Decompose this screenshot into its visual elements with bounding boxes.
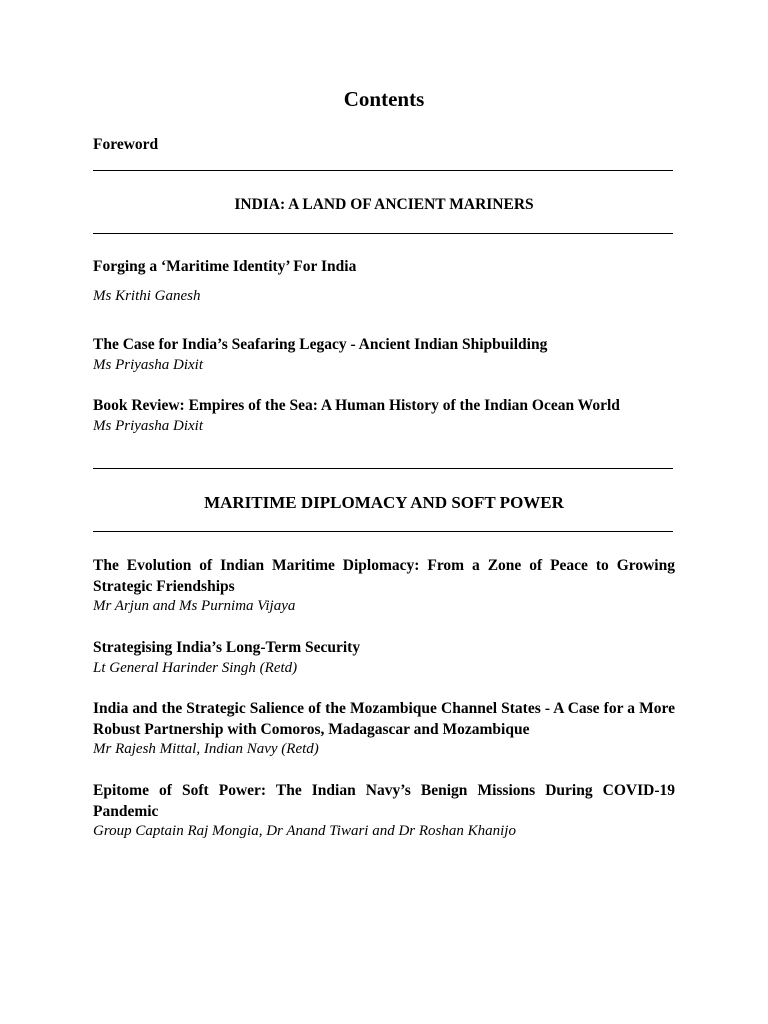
toc-entry[interactable] xyxy=(93,699,675,759)
entry-author: Ms Priyasha Dixit xyxy=(93,417,203,434)
entry-author: Mr Rajesh Mittal, Indian Navy (Retd) xyxy=(93,741,319,757)
entry-author: Group Captain Raj Mongia, Dr Anand Tiwari and Dr Roshan Khanijo xyxy=(93,823,516,839)
entry-title[interactable]: The Evolution of Indian Maritime Diplomacy: From a Zone of Peace to Growing Strategic Friendships xyxy=(93,557,675,595)
divider-rule xyxy=(93,468,673,469)
toc-entry[interactable] xyxy=(93,781,675,841)
entry-author: Ms Krithi Ganesh xyxy=(93,287,201,304)
toc-entry[interactable] xyxy=(93,556,675,616)
section-heading-ancient-mariners: INDIA: A LAND OF ANCIENT MARINERS xyxy=(234,196,534,213)
entry-author: Ms Priyasha Dixit xyxy=(93,356,203,373)
entry-title[interactable]: Forging a ‘Maritime Identity’ For India xyxy=(93,258,357,275)
section-heading-maritime-diplomacy: MARITIME DIPLOMACY AND SOFT POWER xyxy=(204,493,564,512)
page-title: Contents xyxy=(343,87,425,111)
entry-title[interactable]: Epitome of Soft Power: The Indian Navy’s Benign Missions During COVID-19 Pandemic xyxy=(93,782,675,820)
toc-entry[interactable] xyxy=(93,638,675,678)
divider-rule xyxy=(93,233,673,234)
entry-title[interactable]: The Case for India’s Seafaring Legacy - Ancient Indian Shipbuilding xyxy=(93,336,548,353)
toc-entry[interactable] xyxy=(93,257,675,306)
divider-rule xyxy=(93,170,673,171)
entry-author: Mr Arjun and Ms Purnima Vijaya xyxy=(93,598,296,614)
divider-rule xyxy=(93,531,673,532)
toc-entry[interactable] xyxy=(93,335,675,375)
entry-title[interactable]: Strategising India’s Long-Term Security xyxy=(93,639,361,656)
entry-title[interactable]: Book Review: Empires of the Sea: A Human History of the Indian Ocean World xyxy=(93,397,620,414)
toc-entry[interactable] xyxy=(93,396,675,436)
entry-author: Lt General Harinder Singh (Retd) xyxy=(93,659,298,676)
foreword-entry[interactable]: Foreword xyxy=(93,136,159,153)
entry-title[interactable]: India and the Strategic Salience of the Mozambique Channel States - A Case for a More Robust Partnership with Comoros, Madagascar and Mozambique xyxy=(93,700,675,738)
